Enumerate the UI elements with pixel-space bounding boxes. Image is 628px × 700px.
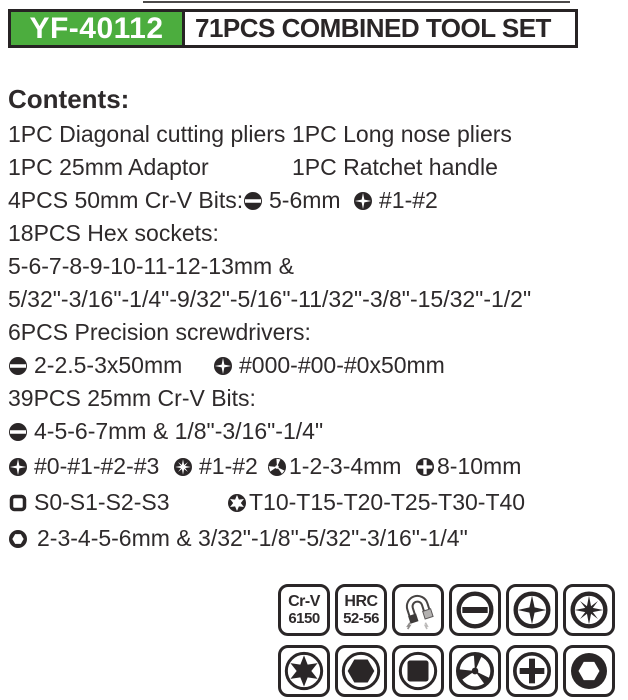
phillips-sizes: #1-#2 xyxy=(379,187,438,213)
crv-label: Cr-V xyxy=(288,593,320,610)
product-title: 71PCS COMBINED TOOL SET xyxy=(195,13,551,43)
item-diagonal-pliers: 1PC Diagonal cutting pliers xyxy=(8,121,286,147)
hrc-range: 52-56 xyxy=(343,610,379,627)
cross-badge xyxy=(506,645,558,697)
content-line xyxy=(8,217,624,250)
phillips-bit-icon xyxy=(213,356,233,376)
item-adaptor: 1PC 25mm Adaptor xyxy=(8,154,209,180)
square-circle-icon xyxy=(398,651,438,691)
content-line xyxy=(8,283,624,316)
precision-phillips-sizes: #000-#00-#0x50mm xyxy=(239,352,445,378)
hrc-hardness-badge xyxy=(335,584,387,636)
model-number: YF-40112 xyxy=(29,11,164,45)
item-long-nose-pliers: 1PC Long nose pliers xyxy=(292,121,512,147)
slotted-bit-icon xyxy=(8,356,28,376)
precision-slotted-group xyxy=(8,352,182,378)
content-line xyxy=(8,382,624,415)
precision-phillips-group xyxy=(213,349,445,382)
phillips-badge xyxy=(506,584,558,636)
pozidriv-circle-icon xyxy=(569,590,609,630)
bits-square-sizes: S0-S1-S2-S3 xyxy=(34,489,170,515)
content-line xyxy=(8,151,624,184)
bits-slotted-group xyxy=(8,418,323,444)
item-precision-screwdrivers-label: 6PCS Precision screwdrivers: xyxy=(8,319,311,345)
contents-list xyxy=(8,118,624,556)
slotted-bit-icon xyxy=(8,422,28,442)
triwing-badge xyxy=(449,645,501,697)
triwing-bit-icon xyxy=(267,457,287,477)
item-hex-sockets-label: 18PCS Hex sockets: xyxy=(8,220,219,246)
phillips-circle-icon xyxy=(512,590,552,630)
bits-slotted-sizes: 4-5-6-7mm & 1/8"-3/16"-1/4" xyxy=(34,418,324,444)
slotted-badge xyxy=(449,584,501,636)
slotted-bit-icon xyxy=(243,191,263,211)
hex-socket-badge xyxy=(563,645,615,697)
top-divider-line xyxy=(143,1,570,3)
phillips-sizes-group xyxy=(353,184,438,217)
content-line xyxy=(8,448,624,484)
model-number-box xyxy=(8,9,185,48)
slotted-circle-icon xyxy=(455,590,495,630)
phillips-bit-icon xyxy=(8,457,28,477)
magnetic-badge xyxy=(392,584,444,636)
pozidriv-bit-icon xyxy=(173,457,193,477)
bits-triwing-group xyxy=(267,448,401,484)
header xyxy=(8,9,578,48)
crv-grade: 6150 xyxy=(288,610,320,627)
torx-bit-icon xyxy=(227,493,247,513)
triwing-circle-icon xyxy=(455,651,495,691)
bits-pozi-group xyxy=(173,448,258,484)
bits-square-group xyxy=(8,489,170,515)
hex-circle-icon xyxy=(341,651,381,691)
item-25mm-bits-label: 39PCS 25mm Cr-V Bits: xyxy=(8,385,256,411)
torx-badge xyxy=(278,645,330,697)
hex-badge xyxy=(335,645,387,697)
hex-socket-imperial-sizes: 5/32"-3/16"-1/4"-9/32"-5/16"-11/32"-3/8"-15/32"-1/2" xyxy=(8,286,532,312)
bits-phillips-sizes: #0-#1-#2-#3 xyxy=(34,453,160,479)
bits-pozi-sizes: #1-#2 xyxy=(199,453,258,479)
pozidriv-badge xyxy=(563,584,615,636)
content-line xyxy=(8,118,624,151)
item-50mm-bits-label: 4PCS 50mm Cr-V Bits: xyxy=(8,187,244,213)
bits-torx-sizes: T10-T15-T20-T25-T30-T40 xyxy=(249,489,526,515)
product-title-box xyxy=(185,9,578,48)
magnet-icon xyxy=(398,590,438,630)
content-line xyxy=(8,415,624,448)
torx-circle-icon xyxy=(284,651,324,691)
bits-phillips-group xyxy=(8,453,159,479)
item-ratchet-handle: 1PC Ratchet handle xyxy=(292,154,498,180)
crv-steel-badge xyxy=(278,584,330,636)
precision-slotted-sizes: 2-2.5-3x50mm xyxy=(34,352,183,378)
square-bit-icon xyxy=(8,493,28,513)
cross-bit-icon xyxy=(415,457,435,477)
contents-heading: Contents: xyxy=(8,84,130,114)
bits-torx-group xyxy=(227,484,525,520)
bits-cross-group xyxy=(415,448,521,484)
bits-hex-sizes: 2-3-4-5-6mm & 3/32"-1/8"-5/32"-3/16"-1/4" xyxy=(37,525,468,551)
content-line xyxy=(8,484,624,520)
cross-circle-icon xyxy=(512,651,552,691)
content-line xyxy=(8,316,624,349)
content-line xyxy=(8,520,624,556)
feature-badges-row-2 xyxy=(278,645,615,697)
hex-socket-icon xyxy=(569,651,609,691)
content-line xyxy=(8,250,624,283)
phillips-bit-icon xyxy=(353,191,373,211)
bits-hex-group xyxy=(8,525,468,551)
hex-bit-icon xyxy=(8,529,28,549)
square-badge xyxy=(392,645,444,697)
bits-triwing-sizes: 1-2-3-4mm xyxy=(289,453,402,479)
content-line xyxy=(8,349,624,382)
bits-cross-sizes: 8-10mm xyxy=(437,453,522,479)
hex-socket-metric-sizes: 5-6-7-8-9-10-11-12-13mm & xyxy=(8,253,294,279)
content-line xyxy=(8,184,624,217)
slotted-sizes-group xyxy=(243,184,341,217)
feature-badges-row-1 xyxy=(278,584,615,636)
slotted-sizes: 5-6mm xyxy=(269,187,341,213)
hrc-label: HRC xyxy=(344,593,378,610)
